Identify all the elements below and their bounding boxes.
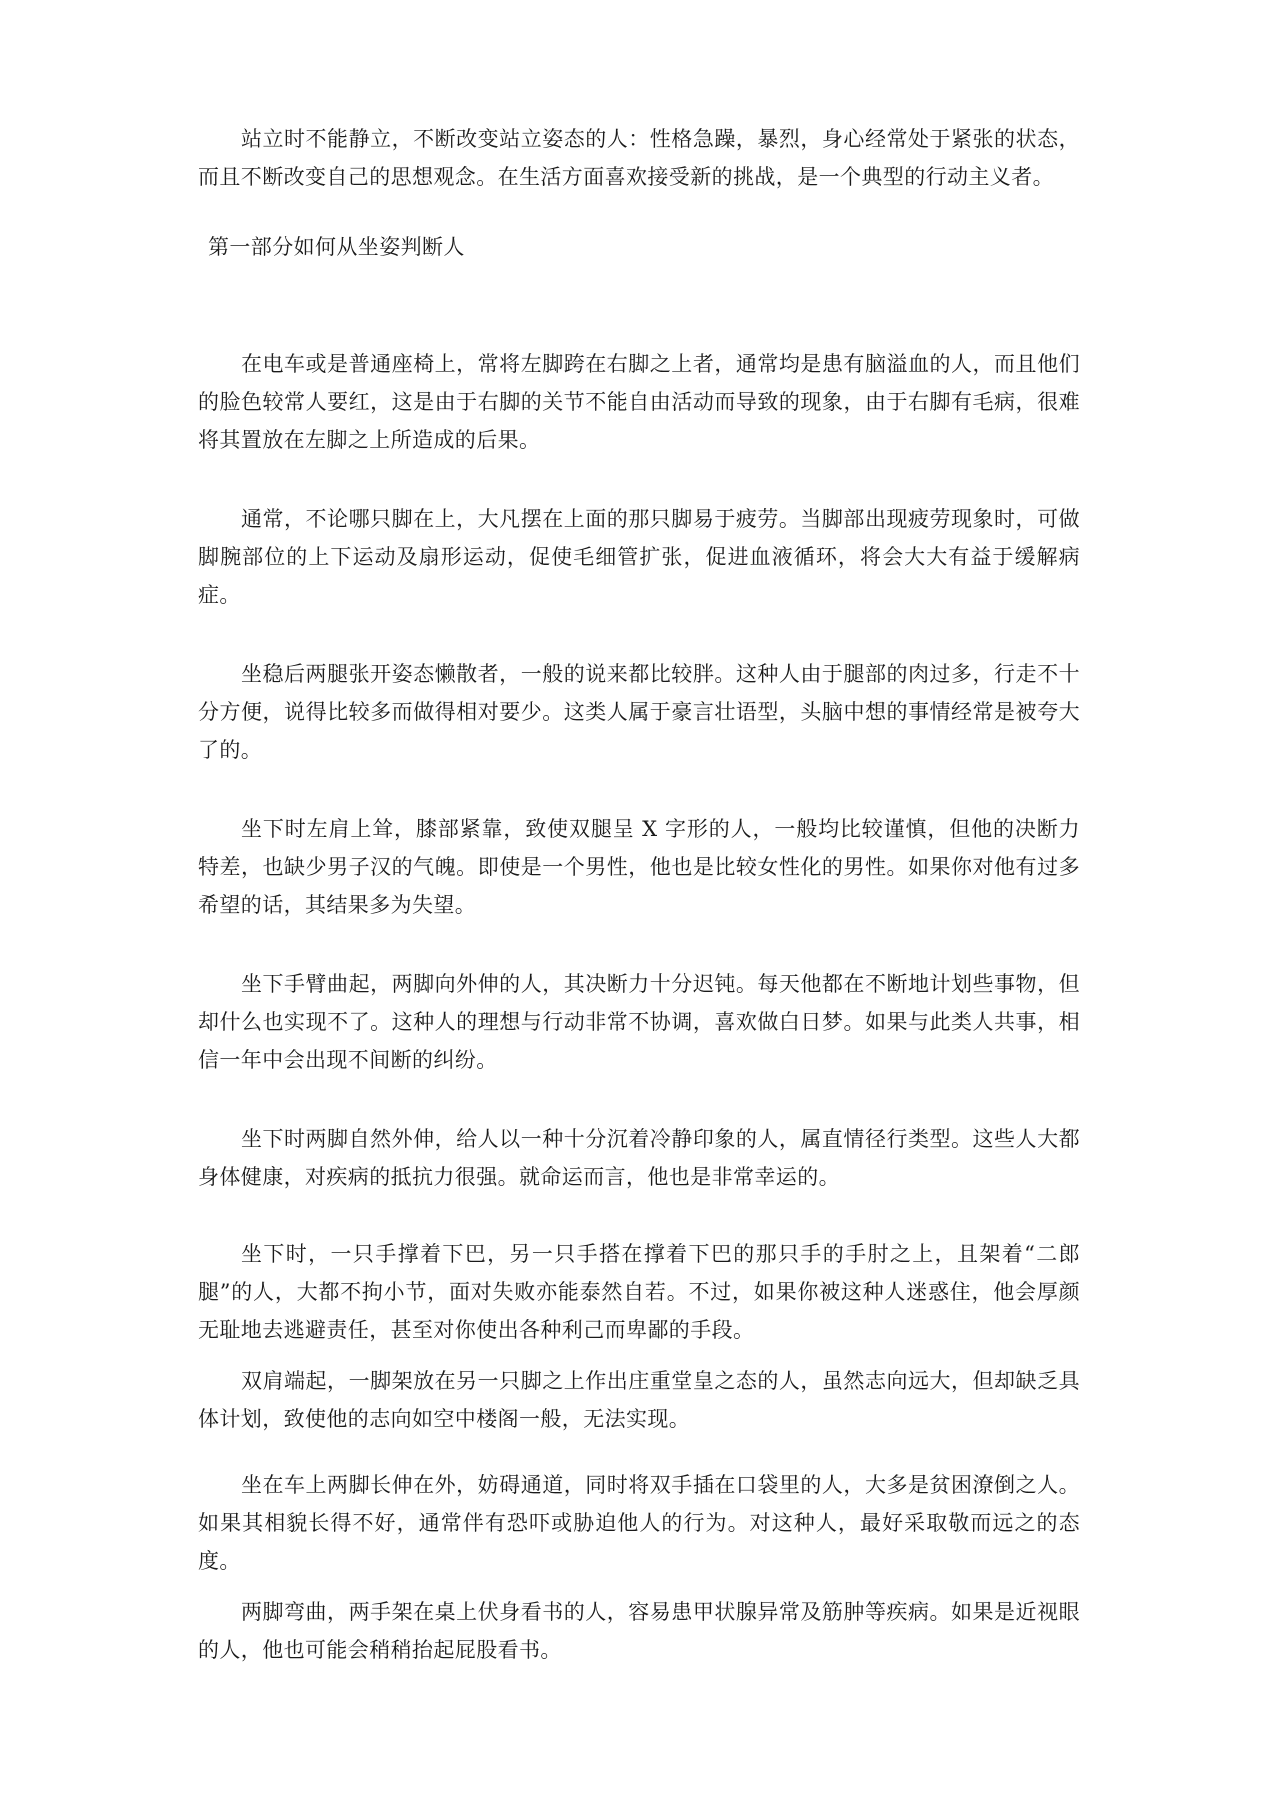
paragraph-2: 通常，不论哪只脚在上，大凡摆在上面的那只脚易于疲劳。当脚部出现疲劳现象时，可做脚腕部位的上下运动及扇形运动，促使毛细管扩张，促进血液循环，将会大大有益于缓解病症。: [198, 507, 1080, 607]
paragraph-7: 坐下时，一只手撑着下巴，另一只手搭在撑着下巴的那只手的手肘之上，且架着“二郎腿”的人，大都不拘小节，面对失败亦能泰然自若。不过，如果你被这种人迷惑住，他会厚颜无耻地去逃避责任，甚至对你使出各种利己而卑鄙的手段。: [198, 1242, 1080, 1342]
paragraph-3: 坐稳后两腿张开姿态懒散者，一般的说来都比较胖。这种人由于腿部的肉过多，行走不十分方便，说得比较多而做得相对要少。这类人属于豪言壮语型，头脑中想的事情经常是被夸大了的。: [198, 662, 1080, 762]
paragraph-1: 在电车或是普通座椅上，常将左脚跨在右脚之上者，通常均是患有脑溢血的人，而且他们的脸色较常人要红，这是由于右脚的关节不能自由活动而导致的现象，由于右脚有毛病，很难将其置放在左脚之上所造成的后果。: [198, 352, 1080, 452]
section-heading: 第一部分如何从坐姿判断人: [208, 235, 465, 259]
paragraph-10: 两脚弯曲，两手架在桌上伏身看书的人，容易患甲状腺异常及筋肿等疾病。如果是近视眼的人，他也可能会稍稍抬起屁股看书。: [198, 1600, 1080, 1662]
paragraph-8: 双肩端起，一脚架放在另一只脚之上作出庄重堂皇之态的人，虽然志向远大，但却缺乏具体计划，致使他的志向如空中楼阁一般，无法实现。: [198, 1369, 1080, 1431]
paragraph-4: 坐下时左肩上耸，膝部紧靠，致使双腿呈 X 字形的人，一般均比较谨慎，但他的决断力特差，也缺少男子汉的气魄。即使是一个男性，他也是比较女性化的男性。如果你对他有过多希望的话，其结果多为失望。: [198, 817, 1080, 917]
paragraph-5: 坐下手臂曲起，两脚向外伸的人，其决断力十分迟钝。每天他都在不断地计划些事物，但却什么也实现不了。这种人的理想与行动非常不协调，喜欢做白日梦。如果与此类人共事，相信一年中会出现不间断的纠纷。: [198, 972, 1080, 1072]
intro-paragraph: 站立时不能静立，不断改变站立姿态的人：性格急躁，暴烈，身心经常处于紧张的状态，而且不断改变自己的思想观念。在生活方面喜欢接受新的挑战，是一个典型的行动主义者。: [198, 127, 1080, 189]
paragraph-6: 坐下时两脚自然外伸，给人以一种十分沉着冷静印象的人，属直情径行类型。这些人大都身体健康，对疾病的抵抗力很强。就命运而言，他也是非常幸运的。: [198, 1127, 1080, 1189]
paragraph-9: 坐在车上两脚长伸在外，妨碍通道，同时将双手插在口袋里的人，大多是贫困潦倒之人。如果其相貌长得不好，通常伴有恐吓或胁迫他人的行为。对这种人，最好采取敬而远之的态度。: [198, 1473, 1080, 1573]
